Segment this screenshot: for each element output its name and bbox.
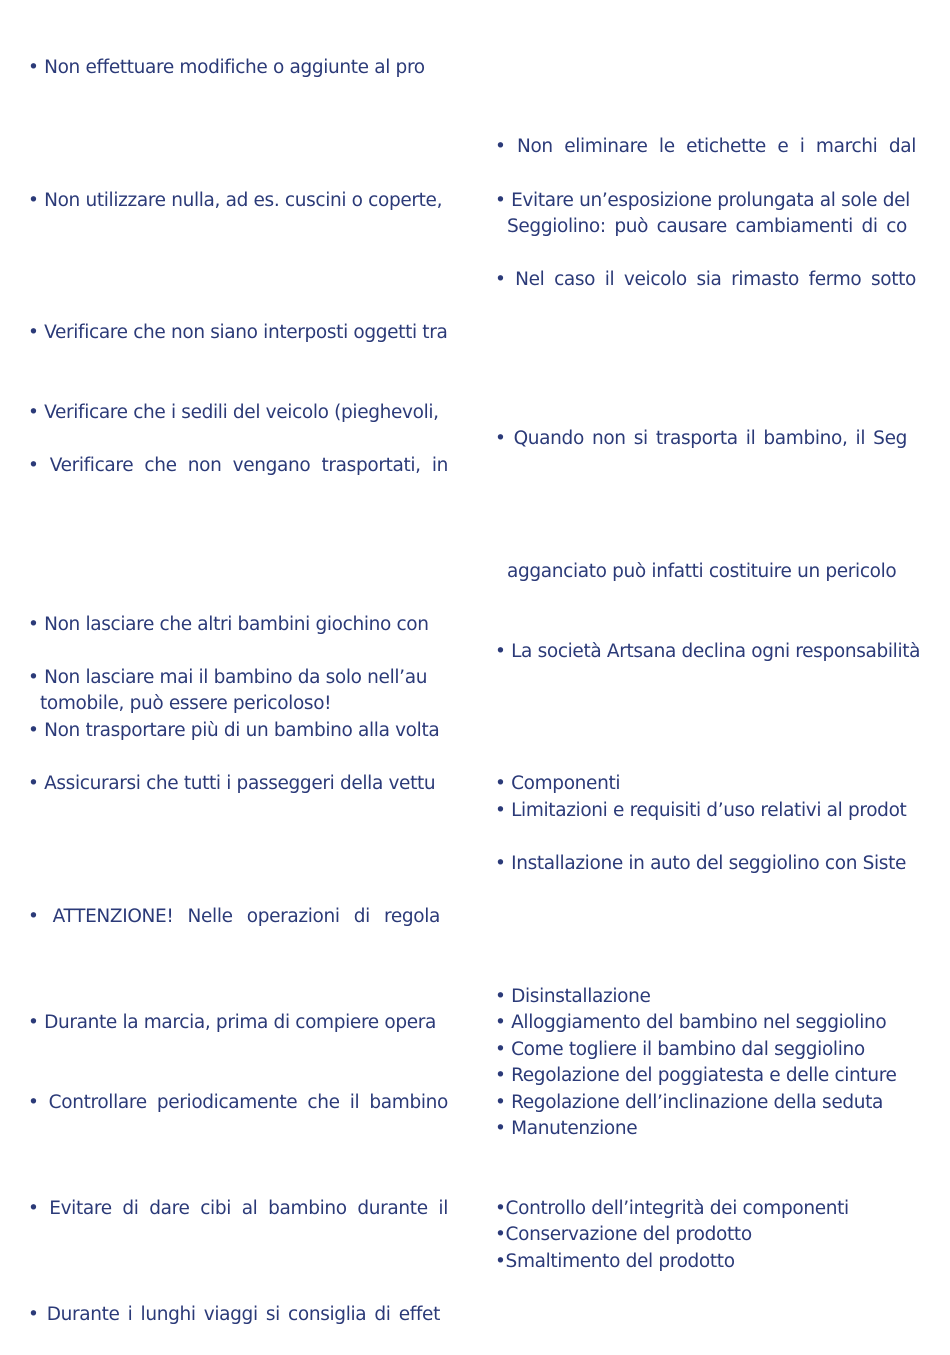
contents-item: • Regolazione dell’inclinazione della seduta (495, 1092, 884, 1113)
contents-item: • Installazione in auto del seggiolino con Siste (495, 853, 907, 874)
contents-item: • Alloggiamento del bambino nel seggiolino (495, 1012, 887, 1033)
contents-subitem: •Conservazione del prodotto (495, 1224, 752, 1245)
warning-item: • La società Artsana declina ogni responsabilità (495, 641, 921, 662)
contents-item: • Limitazioni e requisiti d’uso relativi al prodot (495, 800, 907, 821)
contents-subitem: •Controllo dell’integrità dei componenti (495, 1198, 849, 1219)
contents-subitem: •Smaltimento del prodotto (495, 1251, 735, 1272)
warning-item: • Evitare un’esposizione prolungata al sole del (495, 190, 910, 211)
warning-item: • Non utilizzare nulla, ad es. cuscini o coperte, (28, 190, 443, 211)
contents-item: • Regolazione del poggiatesta e delle cinture (495, 1065, 897, 1086)
contents-item: • Disinstallazione (495, 986, 651, 1007)
warning-item: • Non effettuare modifiche o aggiunte al pro (28, 57, 425, 78)
warning-item: • Non trasportare più di un bambino alla volta (28, 720, 440, 741)
warning-item: • Assicurarsi che tutti i passeggeri della vettu (28, 773, 436, 794)
warning-item: • Verificare che i sedili del veicolo (pieghevoli, (28, 402, 439, 423)
warning-item-continuation: tomobile, può essere pericoloso! (40, 693, 332, 714)
contents-item: • Come togliere il bambino dal seggiolino (495, 1039, 865, 1060)
warning-item: • Non eliminare le etichette e i marchi dal (495, 136, 916, 157)
warning-item-continuation: Seggiolino: può causare cambiamenti di co (507, 216, 907, 237)
warning-item: • Controllare periodicamente che il bambino (28, 1092, 448, 1113)
warning-item: • Durante i lunghi viaggi si consiglia di effet (28, 1304, 440, 1325)
warning-item: • Durante la marcia, prima di compiere opera (28, 1012, 436, 1033)
contents-item: • Componenti (495, 773, 621, 794)
warning-item: • Non lasciare che altri bambini giochino con (28, 614, 429, 635)
contents-item: • Manutenzione (495, 1118, 638, 1139)
warning-item: • Quando non si trasporta il bambino, il Seg (495, 428, 907, 449)
warning-item: • Verificare che non siano interposti oggetti tra (28, 322, 448, 343)
warning-item: • Verificare che non vengano trasportati, in (28, 455, 448, 476)
warning-item: • Evitare di dare cibi al bambino durante il (28, 1198, 448, 1219)
warning-item: • Nel caso il veicolo sia rimasto fermo sotto (495, 269, 916, 290)
warning-item: • Non lasciare mai il bambino da solo nell’au (28, 667, 428, 688)
warning-item: • ATTENZIONE! Nelle operazioni di regola (28, 906, 440, 927)
warning-item-continuation: agganciato può infatti costituire un pericolo (507, 561, 897, 582)
